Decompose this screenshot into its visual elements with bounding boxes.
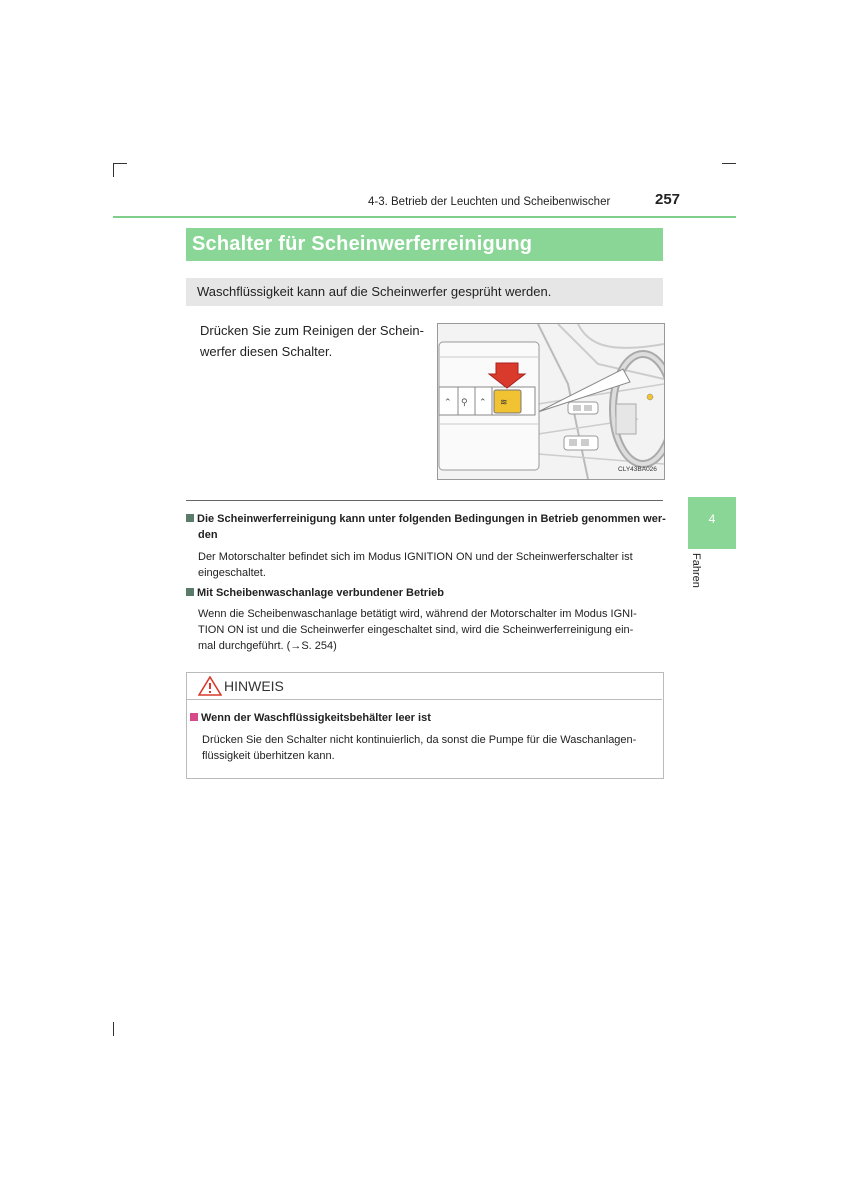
info-section (186, 511, 666, 581)
intro-line: Drücken Sie zum Reinigen der Schein- (200, 323, 424, 338)
notice-heading (190, 710, 660, 726)
body-line: Wenn die Scheibenwaschanlage betätigt wird, während der Motorschalter im Modus IGNI- (198, 608, 637, 620)
section-rule (186, 500, 663, 501)
bullet-square-icon (186, 588, 194, 596)
notice-body-line: flüssigkeit überhitzen kann. (202, 750, 335, 762)
svg-text:⌃: ⌃ (444, 398, 452, 408)
svg-text:⚲: ⚲ (461, 398, 468, 408)
notice-heading-text: Wenn der Waschflüssigkeitsbehälter leer ist (201, 712, 431, 724)
info-section (186, 585, 666, 654)
intro-line: werfer diesen Schalter. (200, 344, 333, 359)
bullet-square-icon (186, 514, 194, 522)
notice-content (190, 710, 660, 764)
body-line: mal durchgeführt. (→S. 254) (198, 640, 337, 652)
heading-continuation: den (198, 529, 218, 541)
crop-mark (113, 1022, 114, 1036)
chapter-number: 4 (708, 512, 716, 526)
header-rule (113, 216, 736, 218)
crop-mark (113, 163, 114, 177)
figure-code: CLY43BA026 (618, 466, 657, 473)
heading-text: Mit Scheibenwaschanlage verbundener Betrieb (197, 587, 444, 599)
intro-text (200, 320, 435, 362)
dashboard-drawing (438, 324, 664, 479)
crop-mark (722, 163, 736, 164)
bullet-square-icon (190, 713, 198, 721)
body-line: TION ON ist und die Scheinwerfer eingeschaltet sind, wird die Scheinwerferreinigung ein- (198, 624, 634, 636)
body-line: eingeschaltet. (198, 567, 266, 579)
heading-text: Die Scheinwerferreinigung kann unter folgenden Bedingungen in Betrieb genommen wer- (197, 513, 666, 525)
svg-text:≋: ≋ (500, 398, 508, 408)
subtitle: Waschflüssigkeit kann auf die Scheinwerfer gesprüht werden. (197, 284, 552, 299)
notice-body-line: Drücken Sie den Schalter nicht kontinuierlich, da sonst die Pumpe für die Waschanlagen- (202, 734, 637, 746)
chapter-label: Fahren (690, 553, 702, 588)
page-number: 257 (655, 191, 681, 208)
section-heading (186, 585, 666, 601)
running-header: 4-3. Betrieb der Leuchten und Scheibenwischer (368, 196, 611, 208)
page-title: Schalter für Scheinwerferreinigung (192, 233, 533, 255)
svg-text:⌃: ⌃ (479, 398, 487, 408)
body-line: Der Motorschalter befindet sich im Modus IGNITION ON und der Scheinwerferschalter ist (198, 551, 633, 563)
section-heading (186, 511, 666, 527)
warning-triangle-icon (198, 676, 222, 696)
crop-mark (113, 163, 127, 164)
notice-label: HINWEIS (224, 678, 284, 694)
switch-illustration (437, 323, 665, 480)
